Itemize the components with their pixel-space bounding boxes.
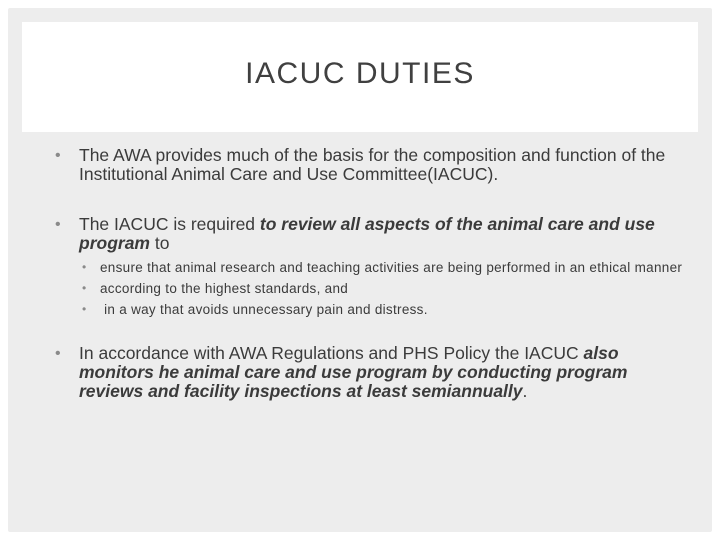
slide-content xyxy=(55,146,695,401)
sub-bullet-dot-icon: • xyxy=(82,281,87,295)
slide-title: IACUC DUTIES xyxy=(245,57,475,90)
sub-bullet-standards xyxy=(82,282,695,295)
slide xyxy=(8,8,712,532)
sub-bullet-text: in a way that avoids unnecessary pain and distress. xyxy=(100,302,428,317)
sub-bullet-dot-icon: • xyxy=(82,260,87,274)
sub-bullet-ethical xyxy=(82,261,695,274)
bullet-monitoring xyxy=(55,344,695,401)
sub-bullet-dot-icon: • xyxy=(82,302,87,316)
sub-bullet-list xyxy=(82,261,695,316)
bullet-text: The AWA provides much of the basis for the composition and function of the Institutional Animal Care and Use Committee(IACUC). xyxy=(79,145,666,184)
bullet-text-prefix: The IACUC is required xyxy=(79,214,260,234)
sub-bullet-pain xyxy=(82,303,695,316)
bullet-dot-icon: • xyxy=(55,216,61,233)
bullet-awa-basis xyxy=(55,146,695,184)
bullet-dot-icon: • xyxy=(55,345,61,362)
bullet-iacuc-required xyxy=(55,215,695,253)
bullet-dot-icon: • xyxy=(55,147,61,164)
title-box xyxy=(22,22,698,132)
bullet-text-suffix: to xyxy=(149,233,170,253)
bullet-text-prefix: In accordance with AWA Regulations and PHS Policy the IACUC xyxy=(79,343,584,363)
bullet-text-emphasis: also monitors he animal care and use program by conducting program reviews and facility inspections at least semiannually xyxy=(79,343,628,401)
sub-bullet-text: according to the highest standards, and xyxy=(100,281,349,296)
bullet-text-emphasis: to review all aspects of the animal care and use program xyxy=(79,214,655,253)
sub-bullet-text: ensure that animal research and teaching activities are being performed in an ethical manner xyxy=(100,260,683,275)
bullet-text-suffix: . xyxy=(522,381,528,401)
